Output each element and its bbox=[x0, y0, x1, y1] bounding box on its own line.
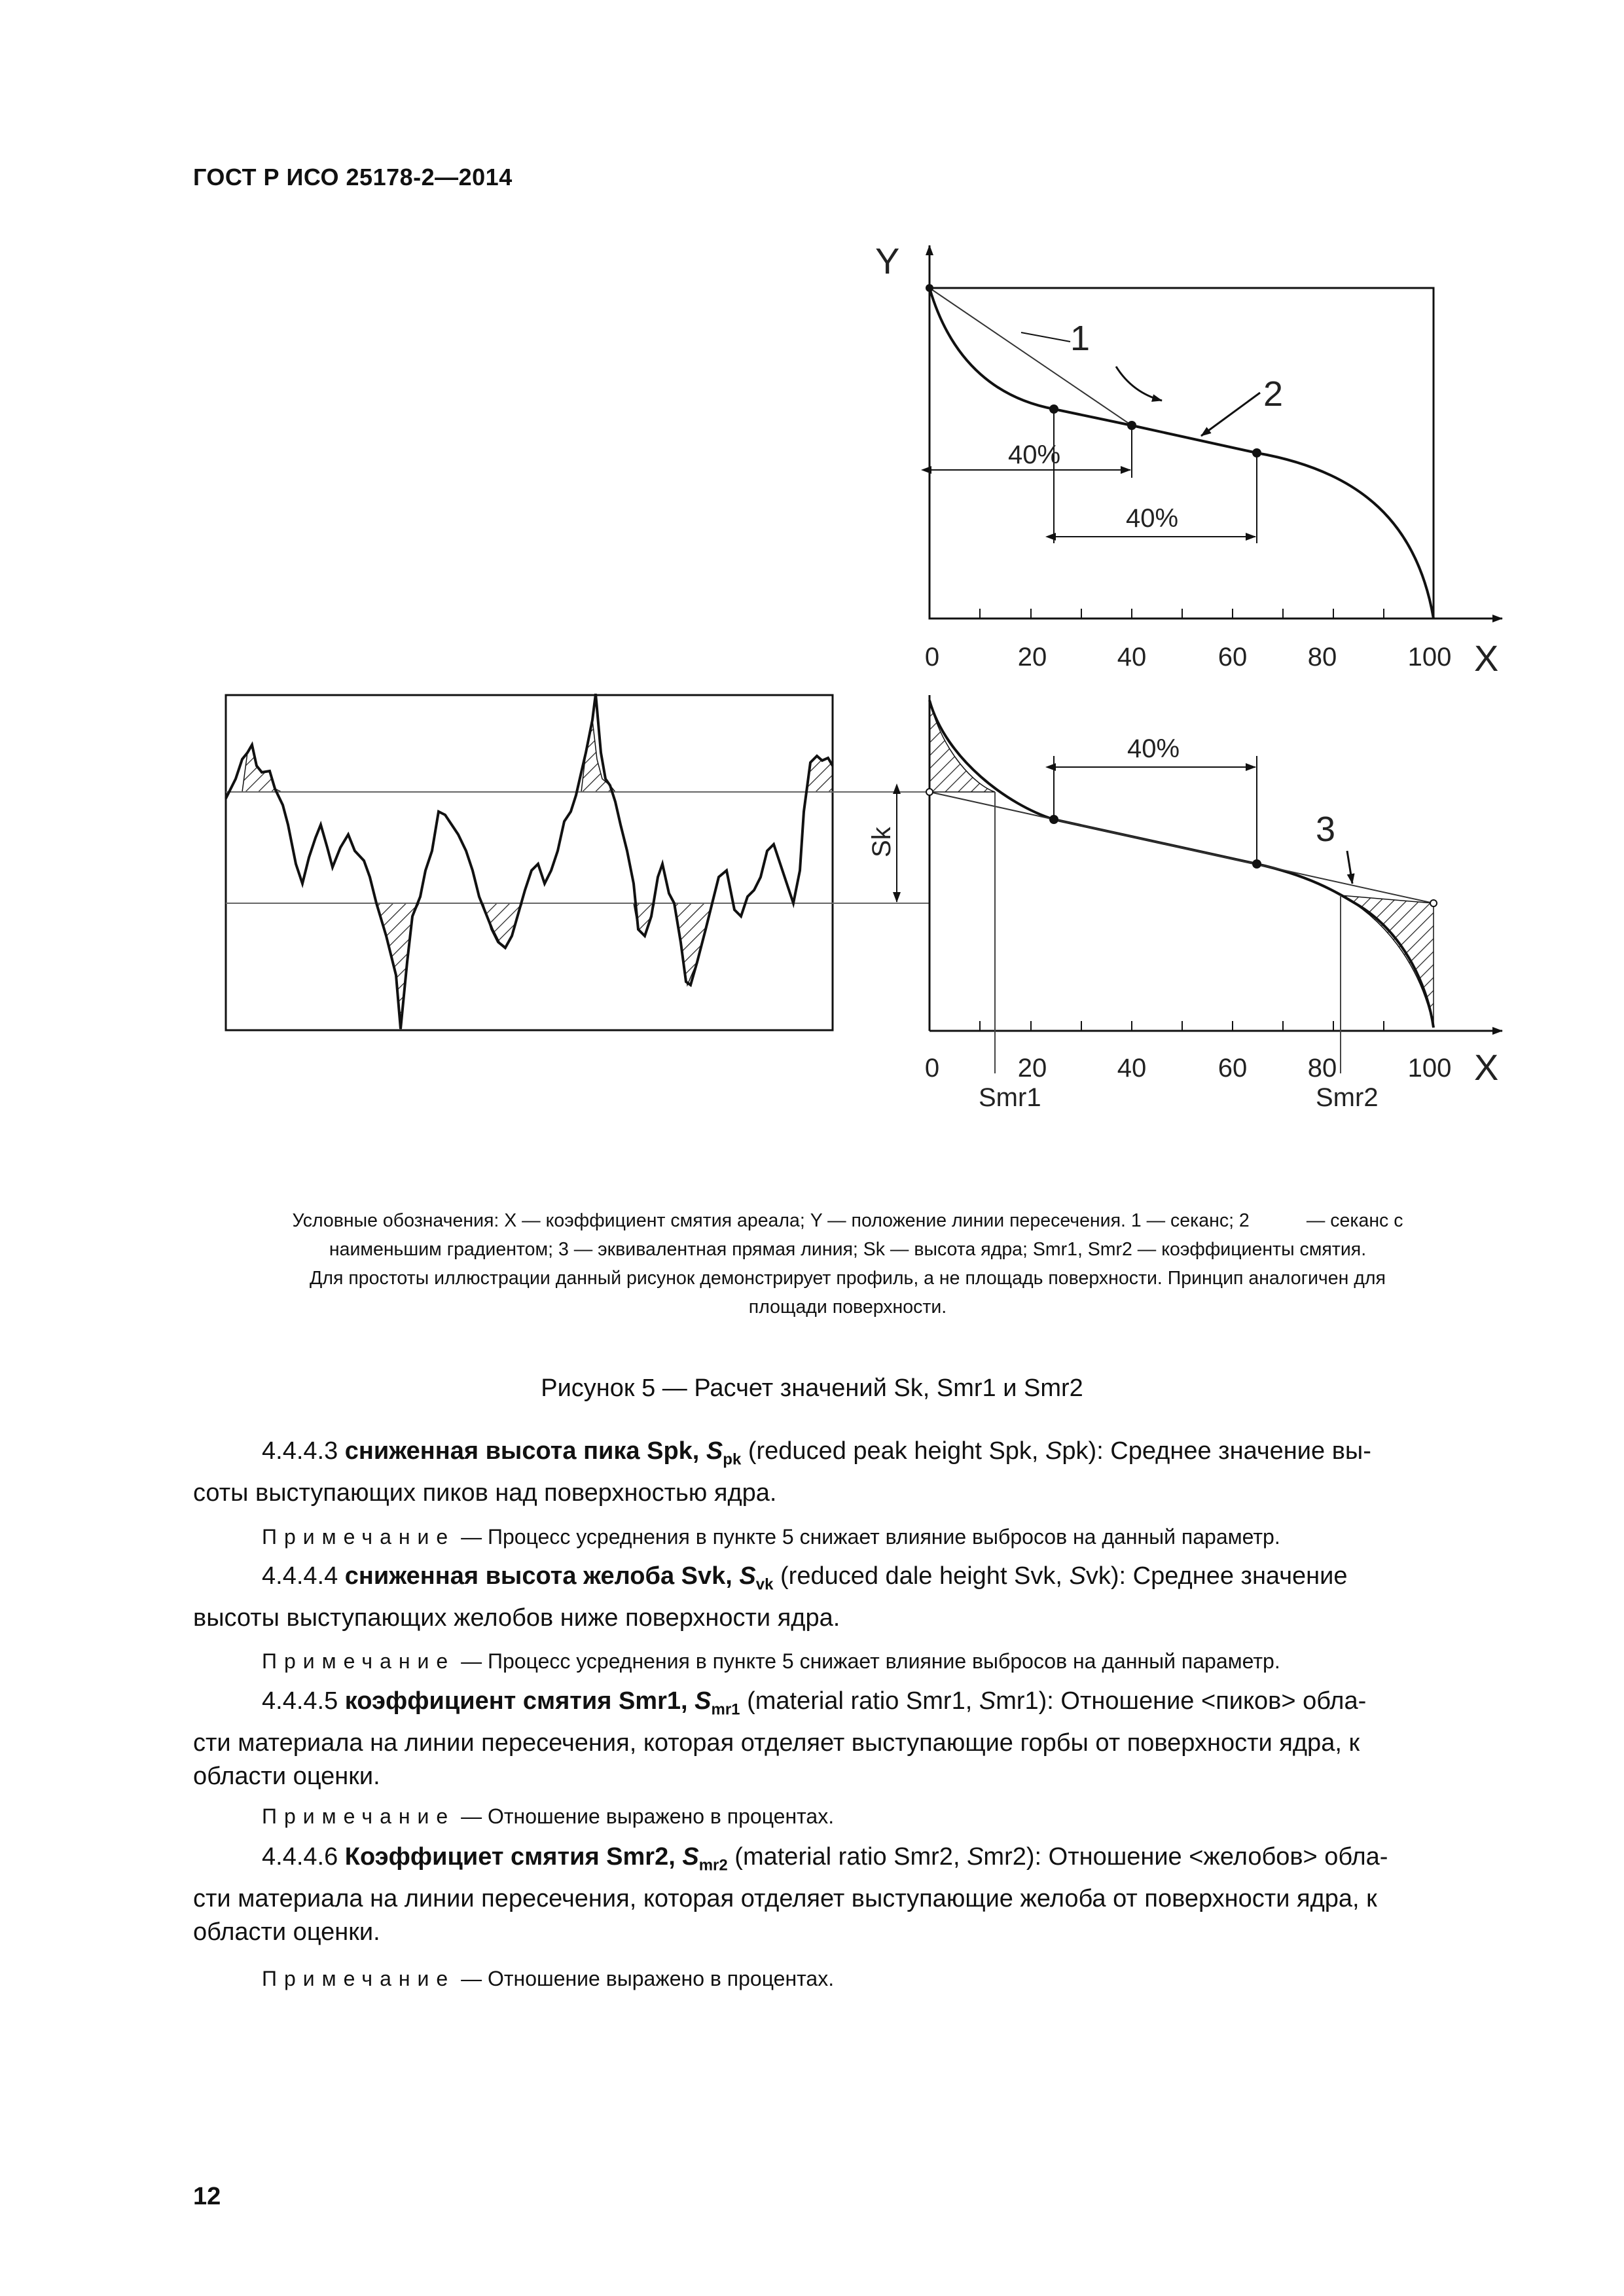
top-tick-0: 0 bbox=[924, 643, 940, 672]
callout-2-leader bbox=[1201, 393, 1260, 436]
legend-line: наименьшим градиентом; 3 — эквивалентная прямая линия; Sk — высота ядра; Smr1, Smr2 — коэффициенты смятия. bbox=[329, 1239, 1367, 1260]
valley-area-hatch bbox=[1341, 895, 1434, 1028]
text-line: высоты выступающих желобов ниже поверхности ядра. bbox=[193, 1604, 840, 1632]
top-x-tick-labels bbox=[925, 643, 1452, 672]
figure-legend bbox=[177, 1206, 1519, 1321]
bottom-material-curve bbox=[929, 700, 1434, 1028]
valley-hatch bbox=[483, 903, 522, 949]
callout-3: 3 bbox=[1316, 810, 1336, 849]
legend-line: Условные обозначения: X — коэффициент смятия ареала; Y — положение линии пересечения. 1 — секанс; 2 — секанс с bbox=[292, 1210, 1403, 1231]
legend-line: площади поверхности. bbox=[748, 1297, 947, 1318]
peak-area-hatch bbox=[929, 700, 995, 792]
text-line: соты выступающих пиков над поверхностью ядра. bbox=[193, 1479, 777, 1507]
term: сниженная высота желоба Svk, bbox=[344, 1562, 732, 1590]
callout-3-leader bbox=[1347, 851, 1352, 884]
curve-point bbox=[926, 284, 933, 292]
top-y-axis-label: Y bbox=[875, 240, 900, 281]
symbol: S bbox=[695, 1687, 712, 1715]
bottom-x-tick-labels bbox=[925, 1054, 1452, 1083]
note-smr1 bbox=[262, 1804, 834, 1829]
symbol-subscript: vk bbox=[755, 1575, 774, 1594]
clause-number: 4.4.4.3 bbox=[262, 1437, 338, 1465]
bottom-tick-20: 20 bbox=[1017, 1054, 1047, 1083]
text-line: области оценки. bbox=[193, 1918, 380, 1946]
note-label: Примечание bbox=[262, 1649, 456, 1673]
top-x-axis-label: X bbox=[1474, 637, 1499, 679]
paragraph-spk bbox=[193, 1435, 1492, 1510]
pct-c: 40% bbox=[1127, 734, 1180, 763]
surface-profile bbox=[226, 694, 833, 1029]
note-text: — Отношение выражено в процентах. bbox=[461, 1804, 835, 1828]
top-tick-20: 20 bbox=[1017, 643, 1047, 672]
top-chart-frame bbox=[929, 288, 1434, 619]
symbol-subscript: mr1 bbox=[711, 1700, 740, 1719]
text-italic: S bbox=[1069, 1562, 1086, 1590]
text: pk): Среднее значение вы- bbox=[1062, 1437, 1371, 1465]
note-text: — Процесс усреднения в пункте 5 снижает влияние выбросов на данный параметр. bbox=[461, 1525, 1280, 1549]
clause-number: 4.4.4.5 bbox=[262, 1687, 338, 1715]
text-italic: S bbox=[1045, 1437, 1062, 1465]
callout-1-leader bbox=[1021, 332, 1070, 342]
text: (reduced dale height Svk, bbox=[773, 1562, 1070, 1590]
curve-point bbox=[926, 789, 933, 795]
text: (reduced peak height Spk, bbox=[741, 1437, 1046, 1465]
symbol: S bbox=[706, 1437, 723, 1465]
sk-label: Sk bbox=[867, 827, 896, 857]
bottom-tick-0: 0 bbox=[924, 1054, 940, 1083]
text-italic: S bbox=[967, 1843, 984, 1871]
bottom-tick-80: 80 bbox=[1307, 1054, 1337, 1083]
pct-b: 40% bbox=[1126, 504, 1179, 533]
top-material-curve bbox=[929, 288, 1434, 619]
note-label: Примечание bbox=[262, 1804, 456, 1828]
text-line: области оценки. bbox=[193, 1762, 380, 1790]
term: Коэффициет смятия Smr2, bbox=[344, 1843, 676, 1871]
term: коэффициент смятия Smr1, bbox=[344, 1687, 688, 1715]
callout-1: 1 bbox=[1070, 319, 1091, 358]
clause-number: 4.4.4.4 bbox=[262, 1562, 338, 1590]
bottom-x-axis-label: X bbox=[1474, 1047, 1499, 1088]
note-label: Примечание bbox=[262, 1967, 456, 1990]
legend-line: Для простоты иллюстрации данный рисунок демонстрирует профиль, а не площадь поверхности. Принцип аналогичен для bbox=[310, 1268, 1386, 1289]
top-tick-60: 60 bbox=[1218, 643, 1248, 672]
text: mr2): Отношение <желобов> обла- bbox=[983, 1843, 1388, 1871]
top-tick-80: 80 bbox=[1307, 643, 1337, 672]
symbol-subscript: pk bbox=[723, 1450, 742, 1469]
paragraph-smr1 bbox=[193, 1685, 1492, 1793]
note-text: — Процесс усреднения в пункте 5 снижает влияние выбросов на данный параметр. bbox=[461, 1649, 1280, 1673]
callout-2: 2 bbox=[1263, 374, 1284, 414]
text-line: сти материала на линии пересечения, которая отделяет выступающие горбы от поверхности ядра, к bbox=[193, 1729, 1360, 1757]
top-chart bbox=[875, 240, 1502, 679]
bottom-x-ticks bbox=[980, 1021, 1384, 1031]
bottom-tick-100: 100 bbox=[1407, 1054, 1452, 1083]
paragraph-smr2 bbox=[193, 1840, 1492, 1949]
profile-frame bbox=[226, 695, 833, 1030]
text: (material ratio Smr1, bbox=[740, 1687, 979, 1715]
top-x-ticks bbox=[980, 609, 1384, 619]
text: (material ratio Smr2, bbox=[727, 1843, 967, 1871]
text: mr1): Отношение <пиков> обла- bbox=[996, 1687, 1367, 1715]
text-italic: S bbox=[979, 1687, 996, 1715]
top-tick-40: 40 bbox=[1117, 643, 1147, 672]
symbol-subscript: mr2 bbox=[698, 1856, 728, 1874]
smr1-label: Smr1 bbox=[979, 1083, 1041, 1112]
symbol: S bbox=[739, 1562, 756, 1590]
note-label: Примечание bbox=[262, 1525, 456, 1549]
symbol: S bbox=[682, 1843, 699, 1871]
bottom-tick-40: 40 bbox=[1117, 1054, 1147, 1083]
smr2-label: Smr2 bbox=[1316, 1083, 1379, 1112]
term: сниженная высота пика Spk, bbox=[344, 1437, 700, 1465]
curve-point bbox=[1430, 900, 1437, 906]
equivalent-line bbox=[929, 792, 1434, 903]
figure-caption: Рисунок 5 — Расчет значений Sk, Smr1 и Smr2 bbox=[541, 1374, 1083, 1402]
paragraph-svk bbox=[193, 1560, 1492, 1635]
bottom-tick-60: 60 bbox=[1218, 1054, 1248, 1083]
profile-chart bbox=[226, 694, 929, 1030]
secant-1 bbox=[929, 288, 1132, 425]
note-text: — Отношение выражено в процентах. bbox=[461, 1967, 835, 1990]
text: vk): Среднее значение bbox=[1085, 1562, 1348, 1590]
note-smr2 bbox=[262, 1967, 834, 1991]
callout-1-arrow bbox=[1116, 367, 1162, 401]
top-tick-100: 100 bbox=[1407, 643, 1452, 672]
text-line: сти материала на линии пересечения, которая отделяет выступающие желоба от поверхности ядра, к bbox=[193, 1884, 1377, 1912]
note-spk bbox=[262, 1525, 1280, 1549]
pct-a: 40% bbox=[1008, 440, 1061, 469]
clause-number: 4.4.4.6 bbox=[262, 1843, 338, 1871]
document-header: ГОСТ Р ИСО 25178-2—2014 bbox=[193, 164, 513, 190]
note-svk bbox=[262, 1649, 1280, 1674]
bottom-chart bbox=[925, 695, 1502, 1112]
page-number: 12 bbox=[193, 2183, 221, 2210]
